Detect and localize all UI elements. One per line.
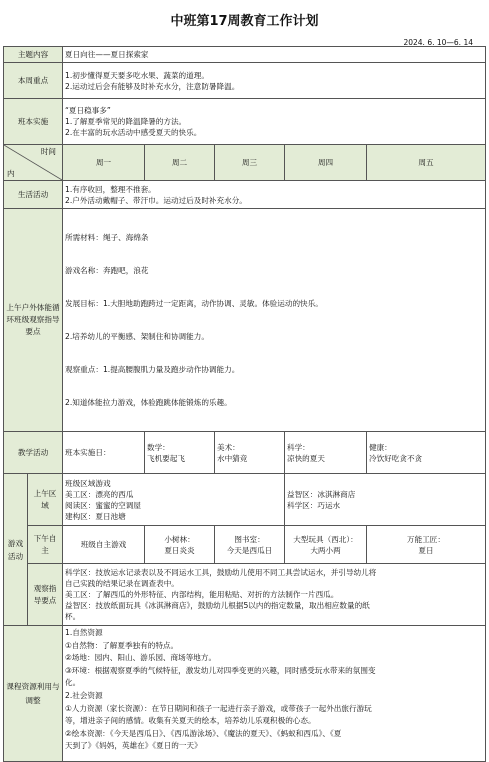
afternoon-cell-title: 图书室： [234,534,265,544]
theme-label: 主题内容 [4,47,63,63]
resources-line: ②场地：园内、阳山、游乐园、商场等地方。 [65,653,217,663]
teaching-label: 教学活动 [4,432,63,474]
day-monday: 周一 [63,145,145,181]
corner-content-label: 内 [7,169,15,178]
observe-content [63,564,486,626]
resources-line: 等，增进亲子间的感情。收集有关夏天的绘本，培养幼儿乐观积极的心态。 [65,716,316,726]
time-content-corner [4,145,63,181]
teaching-cell [63,432,145,474]
resources-line: 化。 [65,678,81,688]
outdoor-line: 所需材料：绳子、海绵条 [65,233,149,242]
afternoon-cell [215,526,285,564]
observe-line: 科学区：技放运水记录表以及不同运水工具，鼓励幼儿使用不同工具尝试运水，并引导幼儿将 [65,568,377,577]
resources-line: ③环境：根据观察夏季的气候特征，激发幼儿对四季变更的兴趣，同时感受玩水带来的氛围变 [65,665,376,675]
day-friday: 周五 [367,145,486,181]
teaching-cell-text: 水中猜竞 [217,453,248,463]
date-range: 2024. 6. 10—6. 14 [403,38,473,47]
practice-line: “夏日稳事多” [65,106,111,115]
afternoon-cell [145,526,215,564]
morning-line: 科学区：巧运水 [287,500,341,510]
afternoon-cell-text: 今天是西瓜日 [226,545,273,555]
morning-line: 建构区：夏日池塘 [65,511,126,521]
outdoor-line: 观察重点：1.提高腰腹肌力量及跑步动作协调能力。 [65,365,240,374]
life-line: 2.户外活动戴帽子、带汗巾。运动过后及时补充水分。 [65,195,247,205]
teaching-cell [145,432,215,474]
resources-line: ②绘本资源：《今天是西瓜日》、《西瓜游泳场》、《魔法的夏天》、《蚂蚁和西瓜》、《夏 [65,728,342,738]
teaching-cell-text: 凉快的夏天 [287,453,325,463]
day-tuesday: 周二 [145,145,215,181]
teaching-cell [285,432,367,474]
teaching-cell-title: 班本实施日： [65,448,111,457]
games-label: 游戏活动 [4,474,28,626]
practice-content [63,99,486,145]
morning-line: 阅读区：蜜蜜的空调屋 [65,500,141,510]
teaching-cell-title: 美术： [217,442,240,452]
plan-table [3,46,486,762]
page-title: 中班第17周教育工作计划 [170,14,319,29]
theme-value: 夏日向往——夏日探索家 [63,47,486,63]
teaching-cell [367,432,486,474]
teaching-cell-text: 冷饮好吃贪不贪 [369,453,423,463]
observe-label: 观察指导要点 [28,564,63,626]
teaching-cell-title: 数学： [147,442,170,452]
afternoon-cell [285,526,367,564]
afternoon-cell-text: 夏日炎炎 [164,545,195,555]
focus-line: 1.初步懂得夏天要多吃水果、蔬菜的道理。 [65,70,209,80]
life-content [63,181,486,209]
afternoon-cell-text: 夏日 [418,545,434,555]
morning-line: 美工区：漂亮的西瓜 [65,489,134,499]
afternoon-cell-text: 大两小两 [310,545,341,555]
observe-line: 益智区：技放纸面玩具《冰淇淋商店》，鼓励幼儿根据5以内的指定数量，取出相应数量的纸 [65,601,370,610]
observe-line: 杯。 [65,612,81,621]
observe-line: 自己实践的结果记录在调查表中。 [65,579,179,588]
morning-area-label: 上午区域 [28,474,63,526]
resources-line: ①自然物：了解夏季独有的特点。 [65,640,179,650]
outdoor-line: 2.培养幼儿的平衡感、架制住和协调能力。 [65,332,209,341]
afternoon-cell-title: 班级自主游戏 [80,540,127,549]
day-wednesday: 周三 [215,145,285,181]
resources-line: 天到了》《妈妈，英雄在》《夏日的一天》 [65,741,202,751]
morning-line: 益智区：冰淇淋商店 [287,489,356,499]
focus-content [63,63,486,99]
practice-line: 2.在丰富的玩水活动中感受夏天的快乐。 [65,128,202,137]
afternoon-cell-title: 万能工匠： [407,534,445,544]
afternoon-cell [367,526,486,564]
focus-label: 本周重点 [4,63,63,99]
afternoon-cell-title: 大型玩具（西北）： [293,534,358,544]
resources-content [63,626,486,762]
morning-area-right [285,474,486,526]
practice-label: 班本实施 [4,99,63,145]
outdoor-line: 游戏名称：奔跑吧，浪花 [65,266,149,275]
resources-line: 1.自然资源 [65,628,103,637]
resources-label: 课程资源利用与调整 [4,626,63,762]
observe-line: 美工区：了解西瓜的外形特征、内部结构，能用粘贴、对折的方法制作一片西瓜。 [65,590,339,599]
morning-area-left [63,474,285,526]
afternoon-cell-title: 小树林： [164,534,195,544]
afternoon-cell [63,526,145,564]
morning-line: 班级区域游戏 [65,478,111,488]
teaching-cell [215,432,285,474]
resources-line: ①人力资源（家长资源）：在节日期间和孩子一起进行亲子游戏，或带孩子一起外出旅行游玩 [65,703,372,713]
teaching-cell-text: 飞机要起飞 [147,453,185,463]
corner-time-label: 时间 [40,147,56,156]
practice-line: 1.了解夏季常见的降温降暑的方法。 [65,117,187,126]
life-label: 生活活动 [4,181,63,209]
day-thursday: 周四 [285,145,367,181]
outdoor-line: 发展目标：1.大胆地助跑跨过一定距离，动作协调、灵敏。体验运动的快乐。 [65,299,323,308]
outdoor-content [63,209,486,432]
outdoor-label: 上午户外体能循环班级观察指导要点 [4,209,63,432]
afternoon-label: 下午自主 [28,526,63,564]
outdoor-line: 2.知道体能拉力游戏，体验跑跳体能锻炼的乐趣。 [65,398,232,407]
focus-line: 2.运动过后会有能够及时补充水分，注意防暑降温。 [65,81,240,91]
life-line: 1.有序收回，整理不推套。 [65,184,156,194]
resources-line: 2.社会资源 [65,690,103,700]
teaching-cell-title: 健康： [369,442,392,452]
teaching-cell-title: 科学： [287,442,310,452]
